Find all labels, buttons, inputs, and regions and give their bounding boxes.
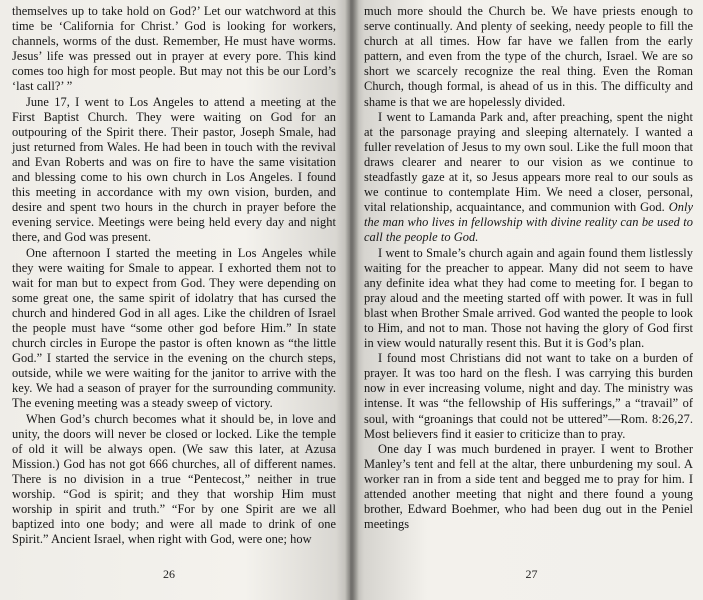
right-paragraph-2 (364, 110, 693, 246)
right-paragraph-3: I went to Smale’s church again and again found them listlessly waiting for the preacher to appear. Many did not seem to have any definite idea what they had come to meeting for. I began to pray aloud and the meeting started off with power. It was in full blast when Brother Smale arrived. God wanted the people to look to Him, and not to man. Those not having the glory of God first in view would naturally resent this. But it is God’s plan. (364, 245, 693, 351)
left-page-number: 26 (163, 567, 175, 581)
left-paragraph-1: themselves up to take hold on God?’ Let our watchword at this time be ‘California for Christ.’ God is looking for workers, channels, worms of the dust. Remember, He must have worms. Jesus’ life was pressed out in prayer at every pore. This kind comes too high for most people. But may not this be our Lord’s ‘last call?’ ” (12, 4, 336, 94)
right-page-number: 27 (525, 567, 538, 581)
left-page (0, 0, 350, 600)
right-page-text (364, 4, 693, 532)
right-page (350, 0, 703, 600)
left-paragraph-4: When God’s church becomes what it should be, in love and unity, the doors will never be closed or locked. Like the temple of old it will be always open. (We saw this later, at Azusa Mission.) God has not got 666 churches, all of different names. There is no division in a true “Pentecost,” neither in true worship. “God is spirit; and they that worship Him must worship in spirit and truth.” “For by one Spirit are we all baptized into one body; and were all made to drink of one Spirit.” Ancient Israel, when right with God, were one; how (12, 411, 336, 547)
right-paragraph-5: One day I was much burdened in prayer. I went to Brother Manley’s tent and fell at the altar, there unburdening my soul. A worker ran in from a side tent and begged me to pray for him. I attended another meeting that night and there found a young brother, Edward Boehmer, who had been dug out in the Peniel meetings (364, 441, 693, 532)
left-page-text (12, 4, 336, 547)
right-paragraph-2-plain: I went to Lamanda Park and, after preaching, spent the night at the parsonage praying and sleeping alternately. I wanted a fuller revelation of Jesus to my own soul. Like the full moon that draws clearer and nearer to our vision as we continue to steadfastly gaze at it, so Jesus appears more real to our souls as we continue to contemplate Him. We need a closer, personal, vital relationship, acquaintance, and communion with God. (364, 109, 693, 215)
right-paragraph-4: I found most Christians did not want to take on a burden of prayer. It was too hard on the flesh. I was carrying this burden now in ever increasing volume, night and day. The ministry was intense. It was “the fellowship of His sufferings,” a “travail” of soul, with “groanings that could not be uttered”—Rom. 8:26,27. Most believers find it easier to criticize than to pray. (364, 351, 693, 441)
left-paragraph-2: June 17, I went to Los Angeles to attend a meeting at the First Baptist Church. They were waiting on God for an outpouring of the Spirit there. Their pastor, Joseph Smale, had just returned from Wales. He had been in touch with the revival and Evan Roberts and was on fire to have the same visitation and blessing come to his own church in Los Angeles. I found this meeting in accordance with my own vision, burden, and desire and spent two hours in the church in prayer before the evening service. Meetings were being held every day and night there, and God was present. (12, 94, 336, 245)
left-paragraph-3: One afternoon I started the meeting in Los Angeles while they were waiting for Smale to appear. I exhorted them not to wait for man but to expect from God. They were depending on some great one, the same spirit of idolatry that has cursed the church and hindered God in all ages. Like the children of Israel the people must have “some other god before Him.” In state church circles in Europe the pastor is often known as “the little God.” I started the service in the evening on the church steps, outside, while we were waiting for the janitor to arrive with the key. We had a season of prayer for the surrounding community. The evening meeting was a steady sweep of victory. (12, 245, 336, 411)
right-paragraph-1: much more should the Church be. We have priests enough to serve continually. And plenty of seeking, needy people to fill the church at all times. How far have we fallen from the early pattern, and even from the type of the church, Israel. We are so short we scarcely recognize the real thing. Even the Roman Church, though formal, is ahead of us in this. The difficulty and shame is that we are hopelessly divided. (364, 4, 693, 109)
right-paragraph-2-italic: Only the man who lives in fellowship with divine reality can be used to call the people to God. (364, 200, 693, 245)
